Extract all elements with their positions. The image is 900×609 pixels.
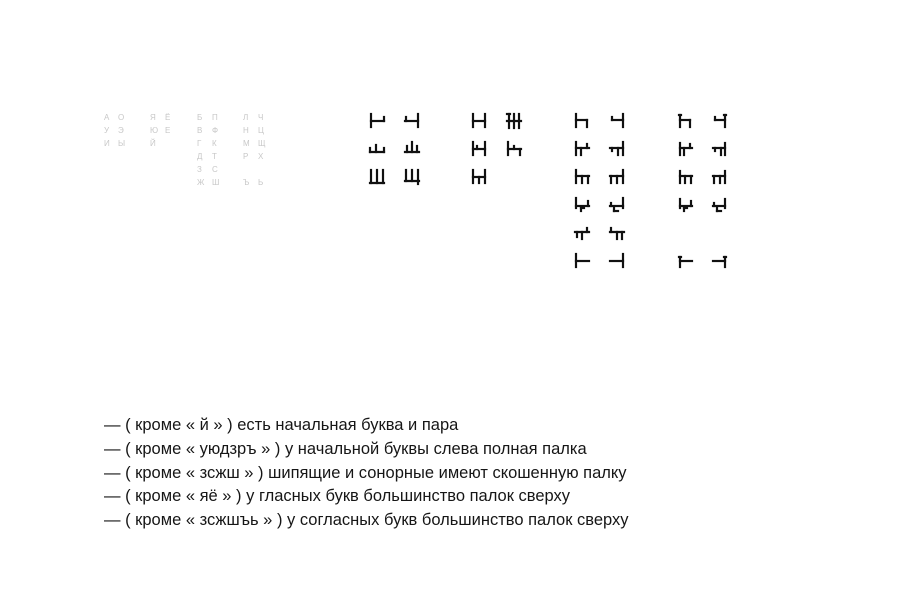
letter-v: В (197, 126, 203, 135)
letter-l: Л (243, 113, 249, 122)
letter-z: З (197, 165, 202, 174)
glyph-15 (610, 142, 623, 155)
letter-f: Ф (212, 126, 219, 135)
letter-b: Б (197, 113, 203, 122)
glyph-17 (610, 170, 623, 183)
glyph-13 (612, 114, 623, 127)
glyph-9 (473, 142, 485, 155)
glyph-22 (576, 254, 589, 267)
rule-line: — ( кроме « й » ) есть начальная буква и пара (104, 416, 459, 434)
glyph-4 (405, 142, 419, 152)
letter-n: Н (243, 126, 249, 135)
glyph-29 (713, 171, 725, 183)
letter-ts: Ц (258, 126, 264, 135)
letter-s: С (212, 165, 218, 174)
letter-e: Э (118, 126, 124, 135)
letter-m: М (243, 139, 250, 148)
letter-yo: Ё (165, 113, 171, 122)
letter-shch: Щ (258, 139, 266, 148)
glyph-25 (715, 115, 726, 127)
glyph-26 (680, 143, 692, 155)
glyph-6 (405, 170, 419, 184)
letter-kh: Х (258, 152, 264, 161)
glyph-16 (576, 170, 589, 183)
letter-zh: Ж (197, 178, 205, 187)
glyph-diagram (0, 0, 900, 300)
glyph-24 (679, 115, 690, 127)
letter-ch: Ч (258, 113, 264, 122)
letter-i: И (104, 139, 110, 148)
glyph-21 (610, 228, 624, 239)
rules-list (104, 414, 629, 533)
letter-a: А (104, 113, 110, 122)
letter-d: Д (197, 152, 203, 161)
letter-r: Р (243, 152, 249, 161)
glyph-3 (370, 145, 384, 152)
letter-o: О (118, 113, 125, 122)
glyph-20 (575, 228, 589, 239)
rule-line: — ( кроме « зсжшъь » ) у согласных букв большинство палок сверху (104, 511, 629, 530)
glyph-7 (473, 114, 485, 127)
glyph-10 (508, 142, 521, 155)
glyph-5 (370, 170, 384, 183)
glyph-31 (713, 199, 725, 211)
letter-t: Т (212, 152, 217, 161)
glyph-1 (371, 114, 384, 127)
letter-yu: Ю (150, 126, 159, 135)
glyph-18 (576, 198, 589, 211)
glyph-11 (473, 170, 485, 183)
letter-sh: Ш (212, 178, 220, 187)
glyph-32 (679, 257, 692, 267)
rule-line: — ( кроме « уюдзръ » ) у начальной буквы слева полная палка (104, 439, 587, 458)
rule-line: — ( кроме « яё » ) у гласных букв большинство палок сверху (104, 487, 570, 506)
glyph-27 (713, 143, 725, 155)
letter-p: П (212, 113, 218, 122)
glyph-23 (610, 254, 623, 267)
glyph-19 (610, 198, 623, 211)
letter-short-i: Й (150, 139, 156, 148)
glyph-2 (405, 114, 418, 127)
letter-u: У (104, 126, 110, 135)
letter-soft-sign: Ь (258, 178, 264, 187)
rule-line: — ( кроме « зсжш » ) шипящие и сонорные имеют скошенную палку (104, 463, 627, 482)
glyph-12 (576, 114, 587, 127)
glyph-8 (507, 114, 521, 128)
letter-hard-sign: Ъ (243, 178, 250, 187)
glyph-30 (680, 199, 692, 211)
letter-y: Ы (118, 139, 126, 148)
letter-ya: Я (150, 113, 156, 122)
letter-g: Г (197, 139, 202, 148)
letter-ye: Е (165, 126, 171, 135)
letter-k: К (212, 139, 217, 148)
glyph-14 (576, 142, 589, 155)
glyph-28 (680, 171, 692, 183)
glyph-33 (713, 257, 726, 267)
